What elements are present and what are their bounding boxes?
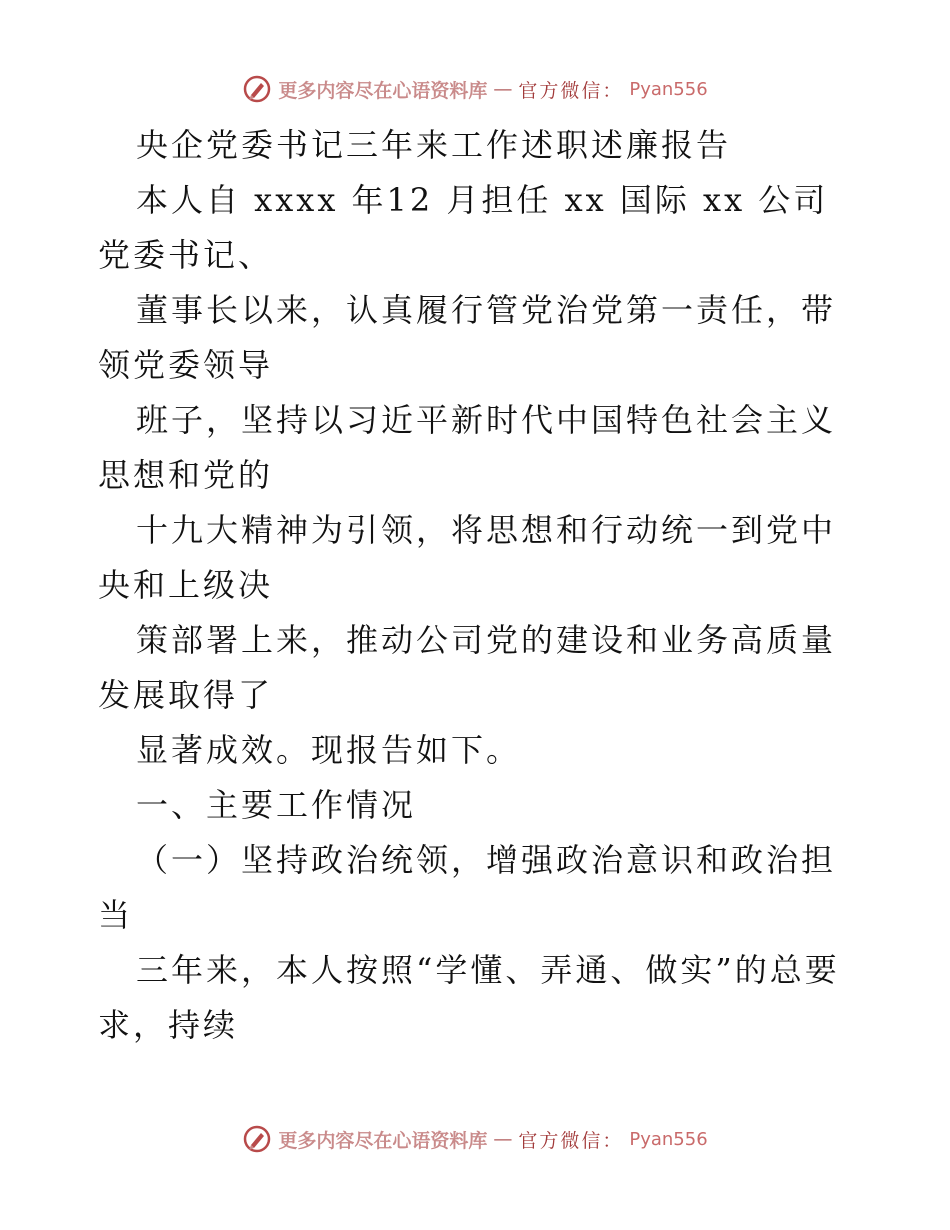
watermark-dash: — [493, 1128, 513, 1150]
pen-logo-icon [242, 74, 272, 104]
watermark-wechat-id: Pyan556 [629, 1128, 708, 1150]
section-heading: 一、主要工作情况 [136, 786, 417, 824]
watermark-official-label: 官方微信： [518, 1129, 624, 1152]
paragraph-line-7: 三年来，本人按照“学懂、弄通、做实”的总要求，持续 [98, 951, 840, 1044]
subsection-heading: （一）坚持政治统领，增强政治意识和政治担当 [98, 841, 837, 934]
pen-logo-icon [242, 1124, 272, 1154]
document-body [98, 118, 858, 1053]
paragraph-line-4: 十九大精神为引领，将思想和行动统一到党中央和上级决 [98, 511, 837, 604]
paragraph-line-5: 策部署上来，推动公司党的建设和业务高质量发展取得了 [98, 621, 837, 714]
paragraph-line-2: 董事长以来，认真履行管党治党第一责任，带领党委领导 [98, 291, 837, 384]
watermark-wechat-id: Pyan556 [629, 78, 708, 100]
watermark-main-text: 更多内容尽在心语资料库 [278, 1129, 488, 1152]
footer-watermark [0, 1124, 950, 1154]
document-title: 央企党委书记三年来工作述职述廉报告 [136, 126, 732, 164]
paragraph-line-3: 班子，坚持以习近平新时代中国特色社会主义思想和党的 [98, 401, 837, 494]
watermark-official-label: 官方微信： [518, 79, 624, 102]
paragraph-line-1: 本人自 xxxx 年12 月担任 xx 国际 xx 公司党委书记、 [98, 181, 829, 274]
watermark-main-text: 更多内容尽在心语资料库 [278, 79, 488, 102]
watermark-dash: — [493, 78, 513, 100]
paragraph-line-6: 显著成效。现报告如下。 [136, 731, 522, 769]
header-watermark [0, 74, 950, 104]
